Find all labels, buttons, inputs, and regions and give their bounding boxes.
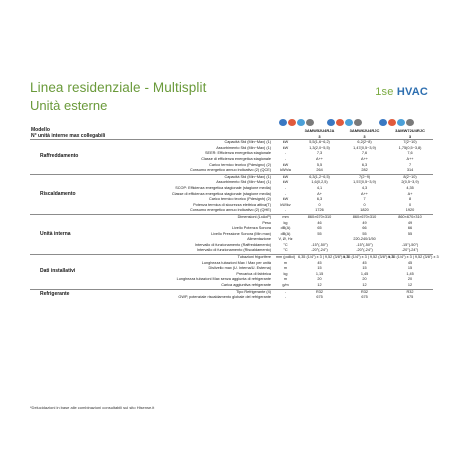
value-cell: 15 — [362, 266, 367, 271]
feature-icon — [345, 119, 353, 126]
value-cell: 65 — [317, 226, 322, 231]
value-cell: 1,45 — [406, 271, 414, 276]
value-cell: -20°(-24°) — [311, 248, 328, 253]
unit-label: kW — [274, 174, 297, 180]
value-cell: R32 — [297, 289, 342, 295]
unit-label: dB(A) — [280, 226, 291, 231]
param-label: Intervallo di funzionamento (Riscaldamento) — [196, 248, 271, 253]
param-label: GWP, potenziale riscaldamento globale del refrigerante — [178, 295, 271, 300]
value-cell: 4,35 — [406, 185, 414, 190]
unit-label: - — [284, 208, 287, 213]
unit-label: kWh/a — [280, 168, 291, 173]
value-cell: 6,3 — [361, 162, 368, 167]
page-subtitle: Unità esterne — [30, 98, 108, 113]
param-label: Dislivello max (U. Interna/U. Esterna) — [208, 266, 271, 271]
value-cell: 4,1 — [316, 185, 323, 190]
value-cell: 675 — [406, 295, 414, 300]
unit-label: kg — [283, 220, 288, 225]
model-name: 3AMW62U4RJC — [349, 128, 380, 133]
value-cell: 7(2~10) — [387, 140, 433, 146]
value-cell: 66 — [362, 226, 367, 231]
value-cell: 49 — [407, 220, 413, 225]
value-cell: 1,15 — [315, 271, 324, 276]
feature-icon — [336, 119, 344, 126]
param-label: Capacità Std (Min~Max) (1) — [130, 174, 274, 180]
value-cell: 20 — [407, 277, 413, 282]
value-cell: 1726 — [315, 208, 324, 213]
value-cell: 7 — [408, 162, 412, 167]
param-label: Lunghezza tubazioni Max / Max per unità — [201, 260, 271, 265]
feature-icon — [288, 119, 296, 126]
subheader-label: N° unità interne max collegabili — [31, 132, 106, 139]
unit-label: kW — [274, 140, 297, 146]
param-label: Livello Pressione Sonora (Min max) — [211, 231, 271, 236]
value-cell: 7 — [363, 197, 366, 202]
param-label: Dimensioni (LxAxP) — [130, 214, 274, 220]
value-cell: 55 — [362, 231, 367, 236]
unit-label: V, Ø, Hz — [278, 237, 293, 242]
feature-icon — [406, 119, 414, 126]
value-cell: 1,75(0,5~3,8) — [398, 145, 422, 150]
value-cell: 20 — [362, 277, 367, 282]
value-cell: 860×670×310 — [297, 214, 342, 220]
value-cell: 55 — [407, 231, 413, 236]
value-cell: 2(0,5~3,9) — [401, 180, 419, 185]
value-cell: 55 — [317, 231, 322, 236]
value-cell: R32 — [342, 289, 387, 295]
header-label: Modello — [31, 127, 50, 133]
value-cell: 1820 — [360, 208, 369, 213]
unit-label: kg — [283, 271, 288, 276]
value-cell: 1,45 — [360, 271, 369, 276]
max-indoor-units: 3 — [363, 133, 366, 139]
param-label: Assorbimento Std (Min~Max) (1) — [216, 180, 271, 185]
value-cell: 7,6 — [407, 151, 413, 156]
value-cell: 0 — [363, 202, 366, 207]
unit-label: kW — [282, 180, 289, 185]
value-cell: 4,3 — [361, 185, 368, 190]
value-cell: 46 — [317, 220, 322, 225]
param-label: SEER: Efficienza energetica stagionale — [205, 151, 271, 156]
unit-label: - — [284, 156, 287, 161]
unit-label: kW — [282, 145, 289, 150]
unit-label: - — [284, 151, 287, 156]
value-cell: A++ — [316, 156, 324, 161]
param-label: Consumo energetico annuo indicativo (2) (QCE) — [189, 168, 271, 173]
max-indoor-units: 3 — [408, 133, 412, 139]
param-label: Classe di efficienza energetica stagionale (stagione media) — [171, 191, 271, 196]
param-label: Capacità Std (Min~Max) (1) — [130, 140, 274, 146]
value-cell: 6,35 (1/4") x 3 | 9,52 (3/8") x 3 — [388, 255, 439, 260]
value-cell: 6,3 — [316, 197, 323, 202]
value-cell: 12 — [362, 283, 367, 288]
unit-label: - — [284, 185, 287, 190]
value-cell: 860×670×310 — [342, 214, 387, 220]
value-cell: -20°(-24°) — [356, 248, 373, 253]
value-cell: 6,3(1,2~6,5) — [297, 174, 342, 180]
value-cell: 0 — [408, 202, 412, 207]
param-label: Assorbimento Std (Min~Max) (1) — [216, 145, 271, 150]
param-label: Tipo Refrigerante (4) — [130, 289, 274, 295]
logo-prefix: 1se — [375, 86, 394, 98]
value-cell: 6,2(2~8) — [342, 140, 387, 146]
group-label: Riscaldamento — [30, 174, 130, 214]
feature-icon — [297, 119, 305, 126]
value-cell: 45 — [407, 260, 413, 265]
value-cell: A++ — [361, 191, 369, 196]
feature-icon — [379, 119, 387, 126]
unit-label: m — [283, 266, 288, 271]
param-label: Consumo energetico annuo indicativo (2) (QHE) — [189, 208, 271, 213]
value-cell: 49 — [362, 220, 367, 225]
unit-label: °C — [283, 242, 288, 247]
param-label: Intervallo di funzionamento (Raffreddamento) — [194, 242, 271, 247]
unit-label: - — [284, 191, 287, 196]
value-cell: 314 — [406, 168, 414, 173]
feature-icon — [306, 119, 314, 126]
max-indoor-units: 3 — [318, 133, 321, 139]
feature-icon — [388, 119, 396, 126]
group-label: Raffreddamento — [30, 140, 130, 175]
feature-icon — [354, 119, 362, 126]
specs-table — [30, 127, 439, 301]
value-cell: -20°(-24°) — [401, 248, 419, 253]
value-cell: 12 — [317, 283, 322, 288]
value-cell: A+ — [407, 191, 413, 196]
value-cell: 675 — [316, 295, 323, 300]
value-cell: 1,3(2,0~5,5) — [309, 145, 330, 150]
group-label: Unità interna — [30, 214, 130, 254]
value-cell: -15°(-50°) — [356, 242, 373, 247]
value-cell: 1,6(0,2,5) — [311, 180, 328, 185]
value-cell: A++ — [406, 156, 414, 161]
logo-suffix: HVAC — [396, 86, 428, 98]
value-cell: 45 — [317, 260, 322, 265]
value-cell: 66 — [407, 226, 413, 231]
value-cell: 0 — [318, 202, 321, 207]
value-cell: 220-240/1/50 — [353, 237, 376, 242]
param-label: Carica aggiuntiva refrigerante — [221, 283, 271, 288]
unit-label: mm — [274, 214, 297, 220]
value-cell: 1,57(0,5~3,9) — [353, 180, 376, 185]
value-cell: 15 — [317, 266, 322, 271]
value-cell: A++ — [361, 156, 369, 161]
value-cell: 8(2~10) — [387, 174, 433, 180]
value-cell: 7,3 — [316, 151, 323, 156]
value-cell: 7(2~9) — [342, 174, 387, 180]
feature-icon — [279, 119, 287, 126]
value-cell: 6,35 (1/4") x 3 | 9,52 (3/8") x 3 — [343, 255, 394, 260]
unit-label: g/m — [282, 283, 289, 288]
model-name: 3AMW72U4RJC — [395, 128, 425, 133]
model-name: 3AMW52U4RJA — [304, 128, 335, 133]
value-cell: R32 — [387, 289, 433, 295]
value-cell: 1920 — [405, 208, 415, 213]
value-cell: -15°(-50°) — [311, 242, 328, 247]
footnote: *Delucidazioni in base alle combinazioni consultabili sul sito Hisense.it — [30, 405, 155, 410]
param-label: Precarica di fabbrica — [236, 271, 271, 276]
param-label: Carico termico teorico (Pdesignh) (2) — [208, 197, 271, 202]
unit-label: kW — [282, 197, 289, 202]
param-label: SCOP: Efficienza energetica stagionale (stagione media) — [175, 185, 271, 190]
param-label: Carico termico teorico (Pdesignc) (2) — [209, 162, 271, 167]
value-cell: 20 — [317, 277, 322, 282]
param-label: Livello Potenza Sonora — [231, 226, 271, 231]
unit-label: m — [283, 277, 288, 282]
value-cell: 5,5(1,6~6,2) — [297, 140, 342, 146]
page-title: Linea residenziale - Multisplit — [30, 80, 207, 95]
value-cell: 15 — [407, 266, 413, 271]
unit-label: °C — [283, 248, 288, 253]
feature-icon — [327, 119, 335, 126]
value-cell: 675 — [361, 295, 368, 300]
unit-label: dB(A) — [280, 231, 291, 236]
value-cell: 45 — [362, 260, 367, 265]
value-cell: -15°(-50°) — [401, 242, 419, 247]
group-label: Dati installativi — [30, 255, 130, 290]
unit-label: kW/kv — [280, 202, 291, 207]
unit-label: - — [284, 295, 287, 300]
value-cell: 5,5 — [316, 162, 323, 167]
value-cell: 860×670×310 — [387, 214, 433, 220]
brand-logo — [375, 86, 428, 98]
param-label: Peso — [262, 220, 271, 225]
value-cell: 7,6 — [361, 151, 368, 156]
param-label: Tubazioni frigorifere — [130, 255, 274, 261]
unit-label: - — [274, 289, 297, 295]
value-cell: 264 — [316, 168, 323, 173]
value-cell: A+ — [317, 191, 322, 196]
value-cell: 1,47(0,5~3,9) — [353, 145, 376, 150]
value-cell: 12 — [407, 283, 413, 288]
value-cell: 282 — [361, 168, 368, 173]
feature-icon — [397, 119, 405, 126]
unit-label: m — [283, 260, 288, 265]
param-label: Classe di efficienza energetica stagionale — [201, 156, 271, 161]
unit-label: kW — [282, 162, 289, 167]
value-cell: 8 — [408, 197, 412, 202]
unit-label: mm (pollici) — [275, 255, 296, 260]
group-label: Refrigerante — [30, 289, 130, 301]
value-cell: 6,35 (1/4") x 3 | 9,52 (3/8") x 3 — [298, 255, 349, 260]
param-label: Alimentazione — [247, 237, 271, 242]
param-label: Potenza termica di sicurezza elettrica attiva(T) — [193, 202, 271, 207]
param-label: Lunghezza tubazioni Max senza aggiunta di refrigerante — [176, 277, 271, 282]
